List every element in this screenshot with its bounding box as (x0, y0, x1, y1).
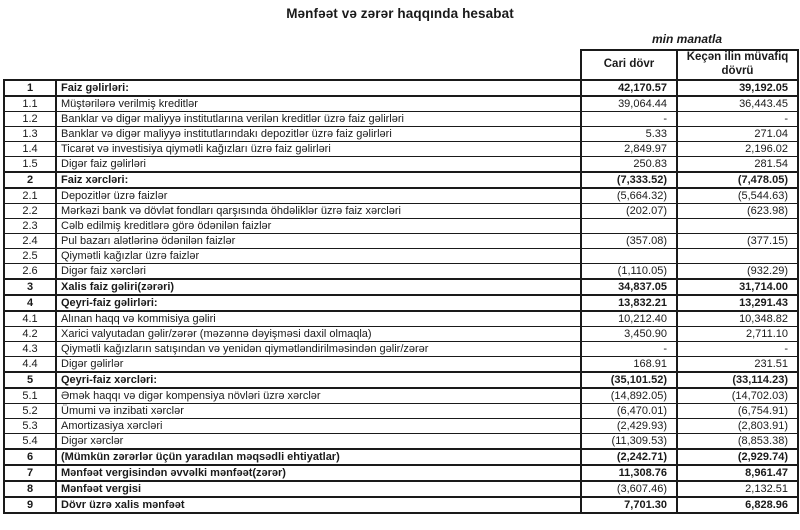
table-row (4, 372, 798, 388)
row-label: Faiz xərcləri: (56, 172, 581, 188)
row-previous-value: (5,544.63) (677, 188, 798, 204)
column-header-current: Cari dövr (581, 50, 677, 80)
row-number: 2.5 (4, 249, 56, 264)
row-previous-value: 31,714.00 (677, 279, 798, 295)
table-row (4, 80, 798, 96)
row-current-value: (202.07) (581, 204, 677, 219)
table-header-row (4, 50, 798, 80)
row-label: Digər faiz xərcləri (56, 264, 581, 280)
table-row (4, 219, 798, 234)
table-row (4, 188, 798, 204)
table-row (4, 465, 798, 481)
table-row (4, 342, 798, 357)
row-number: 5 (4, 372, 56, 388)
table-row (4, 264, 798, 280)
row-label: Əmək haqqı və digər kompensiya növləri üzrə xərclər (56, 388, 581, 404)
row-number: 8 (4, 481, 56, 497)
row-number: 1.5 (4, 157, 56, 173)
row-current-value: (11,309.53) (581, 434, 677, 450)
row-label: Mərkəzi bank və dövlət fondları qarşısında öhdəliklər üzrə faiz xərcləri (56, 204, 581, 219)
row-previous-value: 6,828.96 (677, 497, 798, 513)
table-row (4, 497, 798, 513)
row-number: 4.1 (4, 311, 56, 327)
row-previous-value (677, 249, 798, 264)
table-row (4, 434, 798, 450)
row-number: 2.3 (4, 219, 56, 234)
row-label: Qiymətli kağızların satışından və yenidən qiymətləndirilməsindən gəlir/zərər (56, 342, 581, 357)
table-row (4, 449, 798, 465)
row-label: Digər gəlirlər (56, 357, 581, 373)
row-current-value: (5,664.32) (581, 188, 677, 204)
row-label: Mənfəət vergisi (56, 481, 581, 497)
row-previous-value: (14,702.03) (677, 388, 798, 404)
table-row (4, 142, 798, 157)
row-previous-value: 2,132.51 (677, 481, 798, 497)
row-label: Ümumi və inzibati xərclər (56, 404, 581, 419)
table-row (4, 96, 798, 112)
table-row (4, 279, 798, 295)
table-row (4, 481, 798, 497)
row-current-value (581, 249, 677, 264)
row-number: 2.1 (4, 188, 56, 204)
page-title: Mənfəət və zərər haqqında hesabat (286, 6, 514, 21)
row-current-value: 34,837.05 (581, 279, 677, 295)
row-number: 1.1 (4, 96, 56, 112)
row-label: Xarici valyutadan gəlir/zərər (məzənnə dəyişməsi daxil olmaqla) (56, 327, 581, 342)
row-number: 9 (4, 497, 56, 513)
row-previous-value (677, 219, 798, 234)
row-label: Cəlb edilmiş kreditlərə görə ödənilən faizlər (56, 219, 581, 234)
row-current-value: 10,212.40 (581, 311, 677, 327)
row-number: 5.2 (4, 404, 56, 419)
table-row (4, 388, 798, 404)
row-label: (Mümkün zərərlər üçün yaradılan məqsədli ehtiyatlar) (56, 449, 581, 465)
table-row (4, 327, 798, 342)
row-current-value: (357.08) (581, 234, 677, 249)
row-previous-value: (7,478.05) (677, 172, 798, 188)
row-number: 4.3 (4, 342, 56, 357)
row-label: Banklar və digər maliyyə institutlarındakı depozitlər üzrə faiz gəlirləri (56, 127, 581, 142)
row-previous-value: 39,192.05 (677, 80, 798, 96)
row-current-value: - (581, 112, 677, 127)
row-current-value: (7,333.52) (581, 172, 677, 188)
row-previous-value: 36,443.45 (677, 96, 798, 112)
row-label: Xalis faiz gəliri(zərəri) (56, 279, 581, 295)
row-label: Digər xərclər (56, 434, 581, 450)
row-previous-value: 231.51 (677, 357, 798, 373)
table-row (4, 357, 798, 373)
row-label: Depozitlər üzrə faizlər (56, 188, 581, 204)
row-label: Alınan haqq və kommisiya gəliri (56, 311, 581, 327)
row-current-value: (35,101.52) (581, 372, 677, 388)
row-label: Qeyri-faiz gəlirləri: (56, 295, 581, 311)
row-label: Digər faiz gəlirləri (56, 157, 581, 173)
row-current-value: (2,242.71) (581, 449, 677, 465)
table-row (4, 295, 798, 311)
row-number: 1 (4, 80, 56, 96)
table-row (4, 249, 798, 264)
row-current-value: (3,607.46) (581, 481, 677, 497)
row-label: Qeyri-faiz xərcləri: (56, 372, 581, 388)
row-previous-value: 8,961.47 (677, 465, 798, 481)
row-current-value: 5.33 (581, 127, 677, 142)
row-current-value: 250.83 (581, 157, 677, 173)
row-label: Faiz gəlirləri: (56, 80, 581, 96)
row-current-value: 42,170.57 (581, 80, 677, 96)
row-label: Qiymətli kağızlar üzrə faizlər (56, 249, 581, 264)
row-number: 1.2 (4, 112, 56, 127)
row-number: 2.6 (4, 264, 56, 280)
row-previous-value: (377.15) (677, 234, 798, 249)
unit-note: min manatla (651, 32, 723, 46)
row-number: 4.4 (4, 357, 56, 373)
row-current-value: (2,429.93) (581, 419, 677, 434)
row-previous-value: 271.04 (677, 127, 798, 142)
row-number: 3 (4, 279, 56, 295)
row-number: 1.3 (4, 127, 56, 142)
row-number: 6 (4, 449, 56, 465)
row-current-value: 3,450.90 (581, 327, 677, 342)
row-number: 5.4 (4, 434, 56, 450)
row-current-value: (1,110.05) (581, 264, 677, 280)
report-page (0, 6, 800, 530)
row-number: 4 (4, 295, 56, 311)
row-label: Mənfəət vergisindən əvvəlki mənfəət(zərər) (56, 465, 581, 481)
row-previous-value: 2,196.02 (677, 142, 798, 157)
table-row (4, 311, 798, 327)
table-row (4, 172, 798, 188)
row-label: Ticarət və investisiya qiymətli kağızları üzrə faiz gəlirləri (56, 142, 581, 157)
row-previous-value: (2,929.74) (677, 449, 798, 465)
row-current-value: 2,849.97 (581, 142, 677, 157)
table-row (4, 404, 798, 419)
row-current-value: 39,064.44 (581, 96, 677, 112)
table-row (4, 112, 798, 127)
row-previous-value: - (677, 112, 798, 127)
row-number: 5.1 (4, 388, 56, 404)
row-number: 7 (4, 465, 56, 481)
row-current-value (581, 219, 677, 234)
column-header-previous: Keçən ilin müvafiq dövrü (677, 50, 798, 80)
row-previous-value: (623.98) (677, 204, 798, 219)
row-current-value: 168.91 (581, 357, 677, 373)
row-number: 2.2 (4, 204, 56, 219)
row-label: Pul bazarı alətlərinə ödənilən faizlər (56, 234, 581, 249)
row-previous-value: 2,711.10 (677, 327, 798, 342)
header-spacer (4, 50, 581, 80)
table-row (4, 157, 798, 173)
row-label: Banklar və digər maliyyə institutlarına verilən kreditlər üzrə faiz gəlirləri (56, 112, 581, 127)
table-row (4, 204, 798, 219)
row-label: Amortizasiya xərcləri (56, 419, 581, 434)
row-current-value: 13,832.21 (581, 295, 677, 311)
row-number: 5.3 (4, 419, 56, 434)
row-previous-value: (6,754.91) (677, 404, 798, 419)
row-number: 1.4 (4, 142, 56, 157)
row-label: Dövr üzrə xalis mənfəət (56, 497, 581, 513)
row-number: 2.4 (4, 234, 56, 249)
table-row (4, 234, 798, 249)
row-previous-value: (33,114.23) (677, 372, 798, 388)
row-current-value: (6,470.01) (581, 404, 677, 419)
row-current-value: (14,892.05) (581, 388, 677, 404)
row-label: Müştərilərə verilmiş kreditlər (56, 96, 581, 112)
row-number: 4.2 (4, 327, 56, 342)
row-number: 2 (4, 172, 56, 188)
row-previous-value: 10,348.82 (677, 311, 798, 327)
row-current-value: 11,308.76 (581, 465, 677, 481)
row-previous-value: 281.54 (677, 157, 798, 173)
profit-loss-table (3, 49, 799, 514)
table-row (4, 419, 798, 434)
row-previous-value: 13,291.43 (677, 295, 798, 311)
row-previous-value: (2,803.91) (677, 419, 798, 434)
table-row (4, 127, 798, 142)
row-current-value: 7,701.30 (581, 497, 677, 513)
row-previous-value: (8,853.38) (677, 434, 798, 450)
row-current-value: - (581, 342, 677, 357)
row-previous-value: - (677, 342, 798, 357)
row-previous-value: (932.29) (677, 264, 798, 280)
